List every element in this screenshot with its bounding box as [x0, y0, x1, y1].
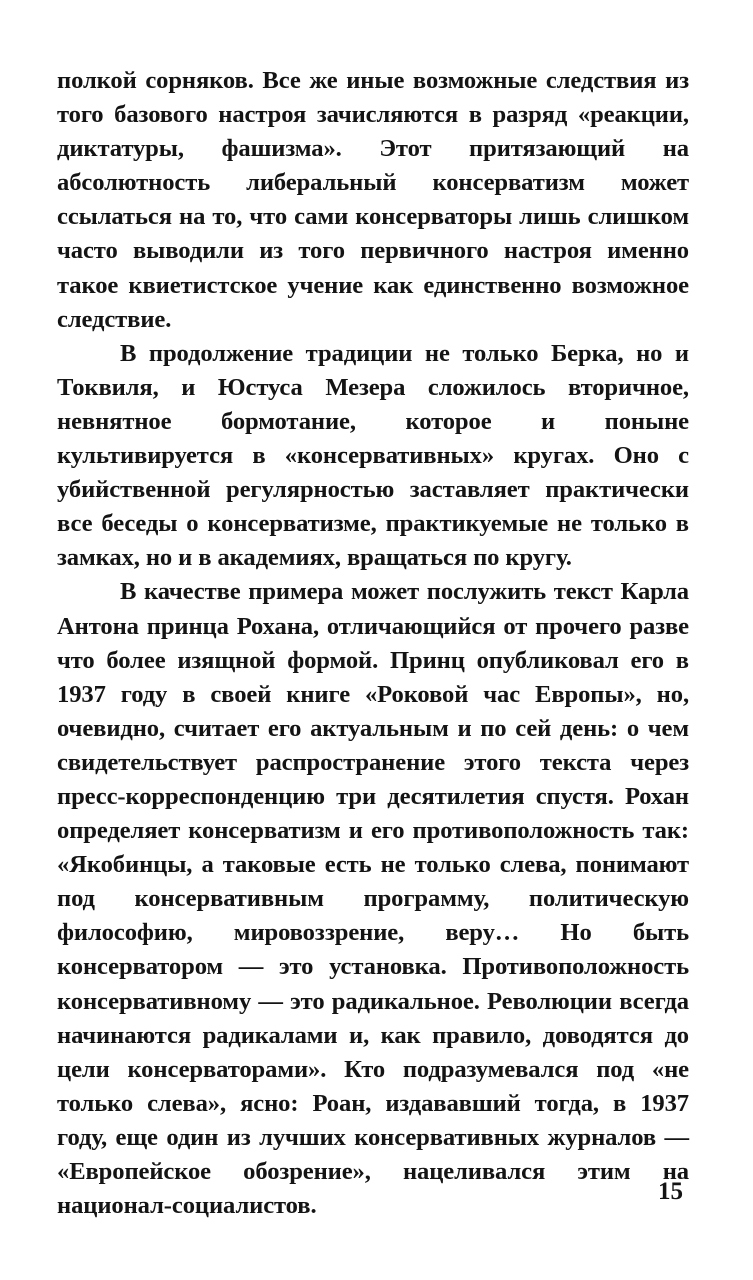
paragraph-2: В продолжение традиции не только Берка, но и Токвиля, и Юстуса Мезера сложилось вторичное, невнятное бормотание, которое и поныне культивируется в «консервативных» кругах. Оно с убийственной регулярностью заставляет практически все беседы о консерватизме, практикуемые не только в замках, но и в академиях, вращаться по кругу. — [57, 339, 689, 572]
page-body — [57, 64, 689, 1223]
paragraph-3: В качестве примера может послужить текст Карла Антона принца Рохана, отличающийся от прочего разве что более изящной формой. Принц опубликовал его в 1937 году в своей книге «Роковой час Европы», но, очевидно, считает его актуальным и по сей день: о чем свидетельствует распространение этого текста через пресс-корреспонденцию три десятилетия спустя. Рохан определяет консерватизм и его противоположность так: «Якобинцы, а таковые есть не только слева, понимают под консервативным программу, политическую философию, мировоззрение, веру… Но быть консерватором — это установка. Противоположность консервативному — это радикальное. Революции всегда начинаются радикалами и, как правило, доводятся до цели консерваторами». Кто подразумевался под «не только слева», ясно: Роан, издававший тогда, в 1937 году, еще один из лучших консервативных журналов — «Европейское обозрение», нацеливался этим на национал-социалистов. — [57, 578, 689, 1220]
paragraph-1: полкой сорняков. Все же иные возможные следствия из того базового настроя зачисляются в разряд «реакции, диктатуры, фашизма». Этот притязающий на абсолютность либеральный консерватизм может ссылаться на то, что сами консерваторы лишь слишком часто выводили из того первичного настроя именно такое квиетистское учение как единственно возможное следствие. — [57, 67, 689, 333]
page-number: 15 — [658, 1178, 683, 1205]
